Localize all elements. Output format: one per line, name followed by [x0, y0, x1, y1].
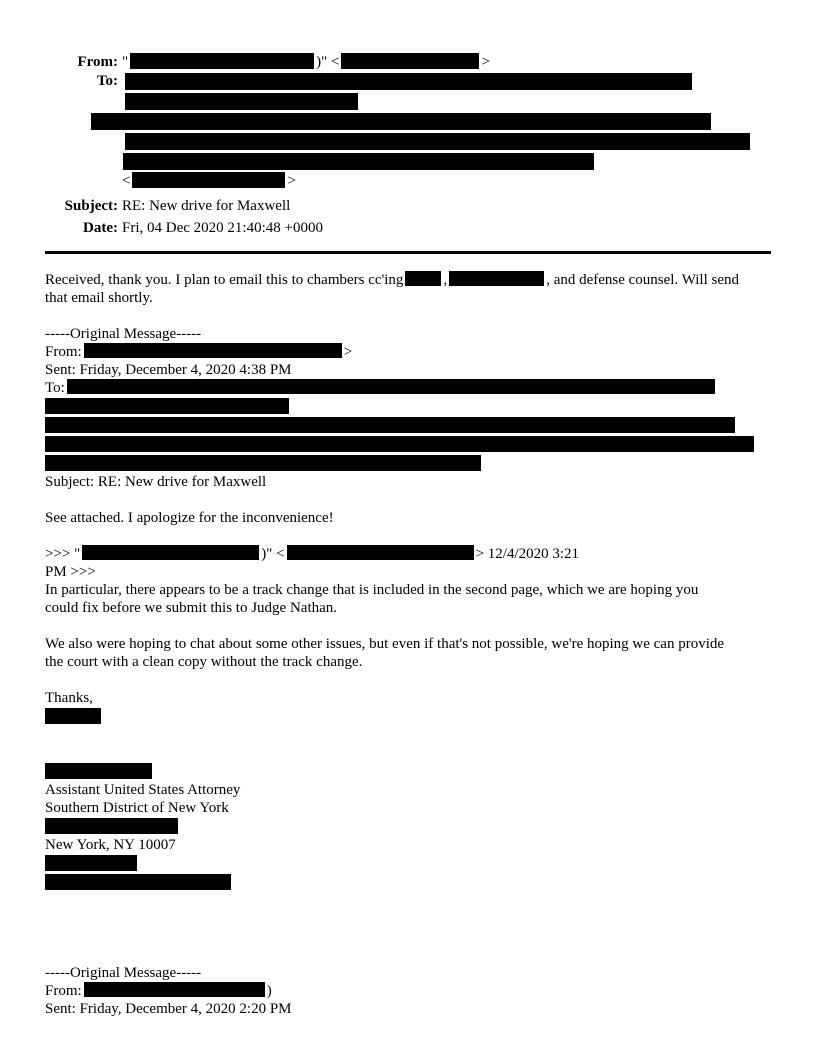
- signature-address-line: [45, 818, 772, 836]
- redaction-bar-to-6: [132, 172, 285, 188]
- blank-line: [45, 617, 772, 635]
- header-from-row: [40, 53, 750, 72]
- redaction-bar-thanks-name: [45, 708, 101, 724]
- from-open-quote: ": [122, 54, 129, 70]
- signature-email-line: [45, 874, 772, 892]
- body-paragraph-1-line-2: that email shortly.: [45, 290, 153, 306]
- redaction-bar-to-5: [123, 153, 594, 170]
- redaction-bar-sig-phone: [45, 855, 137, 871]
- redaction-bar-om1-to-4: [45, 436, 754, 452]
- om1-to-label: To:: [45, 380, 65, 396]
- om1-subject-line: Subject: RE: New drive for Maxwell: [45, 474, 267, 490]
- from-label: From:: [77, 54, 118, 70]
- quote-pre: >>> ": [45, 546, 81, 562]
- blank-line: [45, 671, 772, 689]
- body-paragraph-3-line-2: the court with a clean copy without the track change.: [45, 654, 363, 670]
- to-label: To:: [96, 73, 118, 89]
- to-open-angle: <: [122, 173, 131, 189]
- redaction-bar-cc-name-2: [449, 271, 544, 286]
- redacted-recipient-line: [122, 153, 750, 172]
- redaction-bar-to-4: [125, 133, 750, 150]
- header-date-row: [40, 219, 750, 238]
- from-close-angle: >: [481, 54, 490, 70]
- om1-divider: -----Original Message-----: [45, 326, 202, 342]
- redaction-bar-om1-to-3: [45, 417, 735, 433]
- redaction-bar-from-email: [341, 53, 479, 69]
- redaction-bar-om2-from: [84, 982, 265, 997]
- date-value: Fri, 04 Dec 2020 21:40:48 +0000: [122, 220, 323, 236]
- redaction-bar-sig-address: [45, 818, 178, 834]
- quote-post: > 12/4/2020 3:21: [475, 546, 580, 562]
- om2-divider: -----Original Message-----: [45, 965, 202, 981]
- subject-label: Subject:: [64, 198, 118, 214]
- redacted-recipient-line: [122, 172, 750, 191]
- thanks-line: Thanks,: [45, 690, 93, 706]
- om1-from-line: [45, 343, 772, 361]
- quote-header-line-1: [45, 545, 772, 563]
- redaction-bar-to-1: [125, 73, 692, 90]
- blank-line: [45, 892, 772, 910]
- blank-line: [45, 928, 772, 946]
- subject-value: RE: New drive for Maxwell: [122, 198, 291, 214]
- redaction-bar-quote-email: [287, 545, 474, 560]
- om2-from-label: From:: [45, 983, 82, 999]
- redaction-bar-quote-name: [82, 545, 259, 560]
- header-subject-row: [40, 197, 750, 216]
- to-value: [122, 72, 750, 191]
- blank-line: [45, 744, 772, 762]
- blank-line: [45, 527, 772, 545]
- signature-office-line: Southern District of New York: [45, 800, 229, 816]
- header-to-row: [40, 72, 750, 191]
- para1-text-pre: Received, thank you. I plan to email this to chambers cc'ing: [45, 272, 404, 288]
- quote-mid: )" <: [261, 546, 285, 562]
- redacted-recipient-line: [45, 398, 772, 416]
- body-paragraph-3-line-1: We also were hoping to chat about some other issues, but even if that's not possible, we're hoping we can provide: [45, 636, 725, 652]
- blank-line: [45, 910, 772, 928]
- email-body: [45, 271, 772, 1018]
- redacted-recipient-line: [122, 133, 750, 152]
- redaction-bar-sig-name: [45, 763, 152, 779]
- para1-sep-1: ,: [443, 272, 448, 288]
- signature-city-line: New York, NY 10007: [45, 837, 176, 853]
- redacted-recipient-line: [45, 455, 772, 473]
- redacted-recipient-line: [122, 93, 750, 112]
- redacted-recipient-line: [45, 436, 772, 454]
- om1-to-line: [45, 379, 772, 397]
- attached-line: See attached. I apologize for the inconvenience!: [45, 510, 334, 526]
- redaction-bar-om1-from: [84, 343, 342, 358]
- redacted-recipient-line: [122, 73, 750, 92]
- redaction-bar-cc-name-1: [405, 271, 441, 286]
- blank-line: [45, 946, 772, 964]
- blank-line: [45, 491, 772, 509]
- om1-sent-line: Sent: Friday, December 4, 2020 4:38 PM: [45, 362, 292, 378]
- body-paragraph-2-line-2: could fix before we submit this to Judge Nathan.: [45, 600, 338, 616]
- redaction-bar-sig-email: [45, 874, 231, 890]
- om1-from-label: From:: [45, 344, 82, 360]
- header-divider-rule: [45, 251, 771, 254]
- blank-line: [45, 726, 772, 744]
- redaction-bar-om1-to-1: [67, 379, 715, 394]
- to-close-angle: >: [287, 173, 296, 189]
- om2-from-line: [45, 982, 772, 1000]
- redaction-bar-om1-to-2: [45, 398, 289, 414]
- date-label: Date:: [83, 220, 118, 236]
- redaction-bar-to-2: [125, 93, 358, 110]
- redaction-bar-om1-to-5: [45, 455, 481, 471]
- om2-sent-line: Sent: Friday, December 4, 2020 2:20 PM: [45, 1001, 292, 1017]
- para1-sep-2: , and defense counsel. Will send: [546, 272, 740, 288]
- signature-name-line: [45, 763, 772, 781]
- body-paragraph-1-line-1: [45, 271, 772, 289]
- body-paragraph-2-line-1: In particular, there appears to be a track change that is included in the second page, which we are hoping you: [45, 582, 699, 598]
- redacted-recipient-line: [122, 113, 750, 132]
- redaction-bar-from-name: [130, 53, 314, 69]
- redacted-recipient-line: [45, 417, 772, 435]
- redaction-bar-to-3: [91, 113, 711, 130]
- signature-title-line: Assistant United States Attorney: [45, 782, 241, 798]
- om2-from-close-paren: ): [266, 983, 272, 999]
- blank-line: [45, 307, 772, 325]
- from-value: [122, 53, 490, 72]
- om1-from-close-angle: >: [343, 344, 353, 360]
- quote-header-line-2: PM >>>: [45, 564, 96, 580]
- signature-phone-line: [45, 855, 772, 873]
- from-mid-text: )" <: [316, 54, 340, 70]
- redacted-sender-name-line: [45, 708, 772, 726]
- email-header: [40, 53, 750, 238]
